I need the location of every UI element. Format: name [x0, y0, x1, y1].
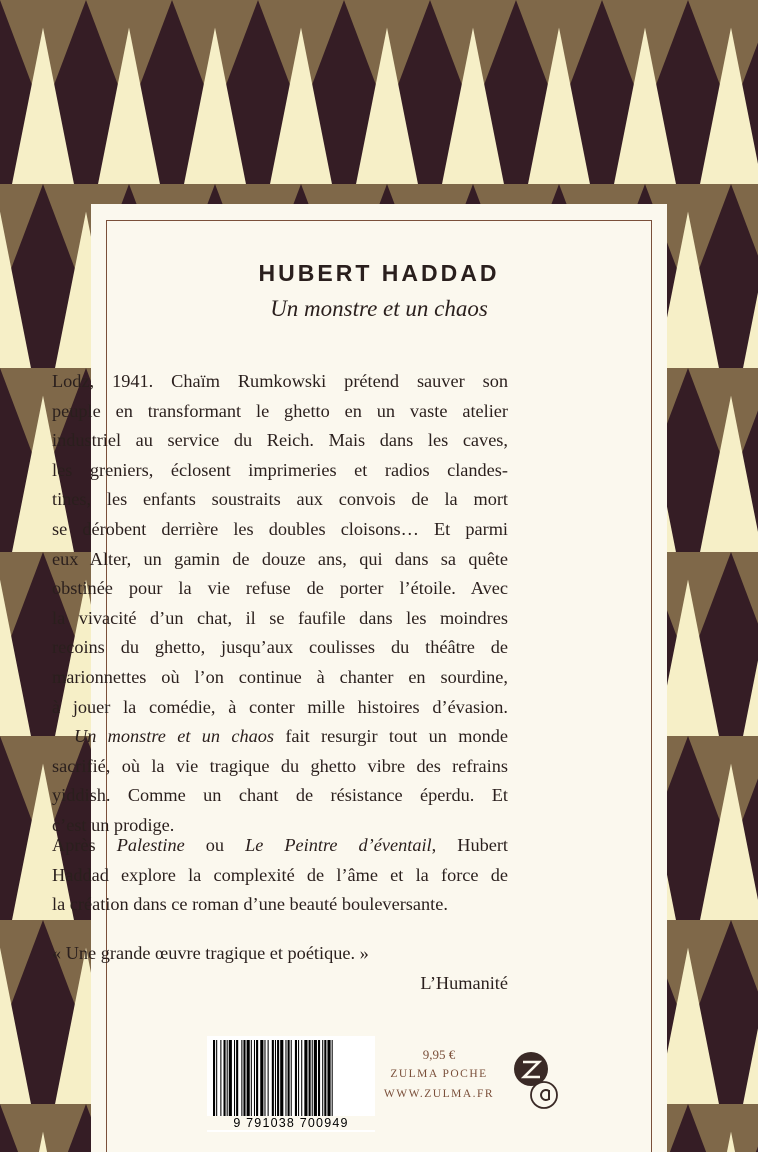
barcode-bar — [301, 1040, 302, 1118]
text-line: c’est un prodige. — [52, 814, 175, 835]
inline-book-title: Un monstre et un chaos — [74, 726, 274, 747]
text-line: la vivacité d’un chat, il se faufile dans les moindres — [52, 607, 508, 628]
barcode-bar — [272, 1040, 274, 1118]
text-fragment: ou — [184, 835, 246, 855]
collection-name: ZULMA POCHE — [390, 1068, 488, 1080]
barcode-bar — [309, 1040, 311, 1118]
text-line: Lodz, 1941. Chaïm Rumkowski prétend sauver son — [52, 371, 508, 391]
barcode-bar — [298, 1040, 299, 1118]
barcode-bar — [216, 1040, 217, 1118]
text-line: obstinée pour la vie refuse de porter l’étoile. Avec — [52, 578, 508, 599]
barcode-bar — [234, 1040, 235, 1118]
press-quote — [52, 939, 508, 998]
barcode-bar — [280, 1040, 283, 1118]
text-line: industriel au service du Reich. Mais dans les caves, — [52, 430, 508, 451]
barcode-bar — [268, 1040, 269, 1118]
barcode-bar — [312, 1040, 313, 1118]
text-line: tines, les enfants soustraits aux convois de la mort — [52, 489, 508, 510]
barcode-bar — [291, 1040, 292, 1118]
barcode-bar — [264, 1040, 265, 1118]
text-fragment: , Hubert — [431, 835, 509, 855]
barcode-bar — [288, 1040, 290, 1118]
barcode-bar — [285, 1040, 286, 1118]
price: 9,95 € — [422, 1047, 456, 1062]
barcode-bar — [251, 1040, 252, 1118]
barcode-bar — [241, 1040, 242, 1118]
summary-paragraph-3 — [52, 831, 508, 920]
text-line: à jouer la comédie, à conter mille histoires d’évasion. — [52, 696, 508, 717]
summary-paragraph-1 — [52, 367, 508, 841]
text-line: marionnettes où l’on continue à chanter en sourdine, — [52, 666, 508, 687]
text-line: eux Alter, un gamin de douze ans, qui dans sa quête — [52, 548, 508, 569]
text-line — [52, 831, 508, 861]
text-line: se dérobent derrière les doubles cloisons… Et parmi — [52, 518, 508, 539]
barcode-bar — [327, 1040, 330, 1118]
text-line: la création dans ce roman d’une beauté bouleversante. — [52, 894, 448, 915]
barcode-bar — [256, 1040, 258, 1118]
barcode-bar — [322, 1040, 323, 1118]
text-line: Haddad explore la complexité de l’âme et la force de — [52, 864, 508, 885]
barcode-bar — [236, 1040, 238, 1118]
barcode-bar — [295, 1040, 297, 1118]
barcode-bar — [260, 1040, 263, 1118]
text-line: yiddish. Comme un chant de résistance éperdu. Et — [52, 785, 508, 806]
author-name: HUBERT HADDAD — [258, 260, 500, 286]
barcode-bar — [243, 1040, 245, 1118]
zulma-logo-icon — [511, 1047, 561, 1117]
website: WWW.ZULMA.FR — [383, 1088, 495, 1100]
barcode-bar — [220, 1040, 221, 1118]
barcode-bar — [277, 1040, 279, 1118]
inline-book-title: Palestine — [116, 835, 185, 855]
barcode-number: 9 791038 700949 — [207, 1116, 375, 1130]
text-line: peuple en transformant le ghetto en un vaste atelier — [52, 400, 508, 421]
barcode-bar — [275, 1040, 276, 1118]
barcode-bar — [247, 1040, 250, 1118]
text-line — [52, 722, 508, 752]
inline-book-title: Le Peintre d’éventail — [245, 835, 432, 855]
barcode-bar — [227, 1040, 228, 1118]
barcode-bar — [229, 1040, 232, 1118]
text-line: sacrifié, où la vie tragique du ghetto vibre des refrains — [52, 755, 508, 776]
text-line: les greniers, éclosent imprimeries et radios clandes- — [52, 459, 508, 480]
text-fragment: Après — [52, 835, 117, 855]
barcode-bar — [254, 1040, 255, 1118]
barcode-bar — [304, 1040, 307, 1118]
quote-text: « Une grande œuvre tragique et poétique. » — [52, 943, 369, 963]
text-line: recoins du ghetto, jusqu’aux coulisses du théâtre de — [52, 637, 508, 658]
barcode-bar — [324, 1040, 326, 1118]
price-block — [364, 1046, 514, 1104]
barcode-bar — [318, 1040, 320, 1118]
barcode-bar — [314, 1040, 317, 1118]
book-title: Un monstre et un chaos — [270, 296, 488, 321]
barcode-bar — [332, 1040, 333, 1118]
barcode-bar — [224, 1040, 226, 1118]
text-fragment: fait resurgir tout un monde — [274, 726, 508, 747]
quote-source: L’Humanité — [420, 972, 508, 993]
barcode-bar — [213, 1040, 215, 1118]
